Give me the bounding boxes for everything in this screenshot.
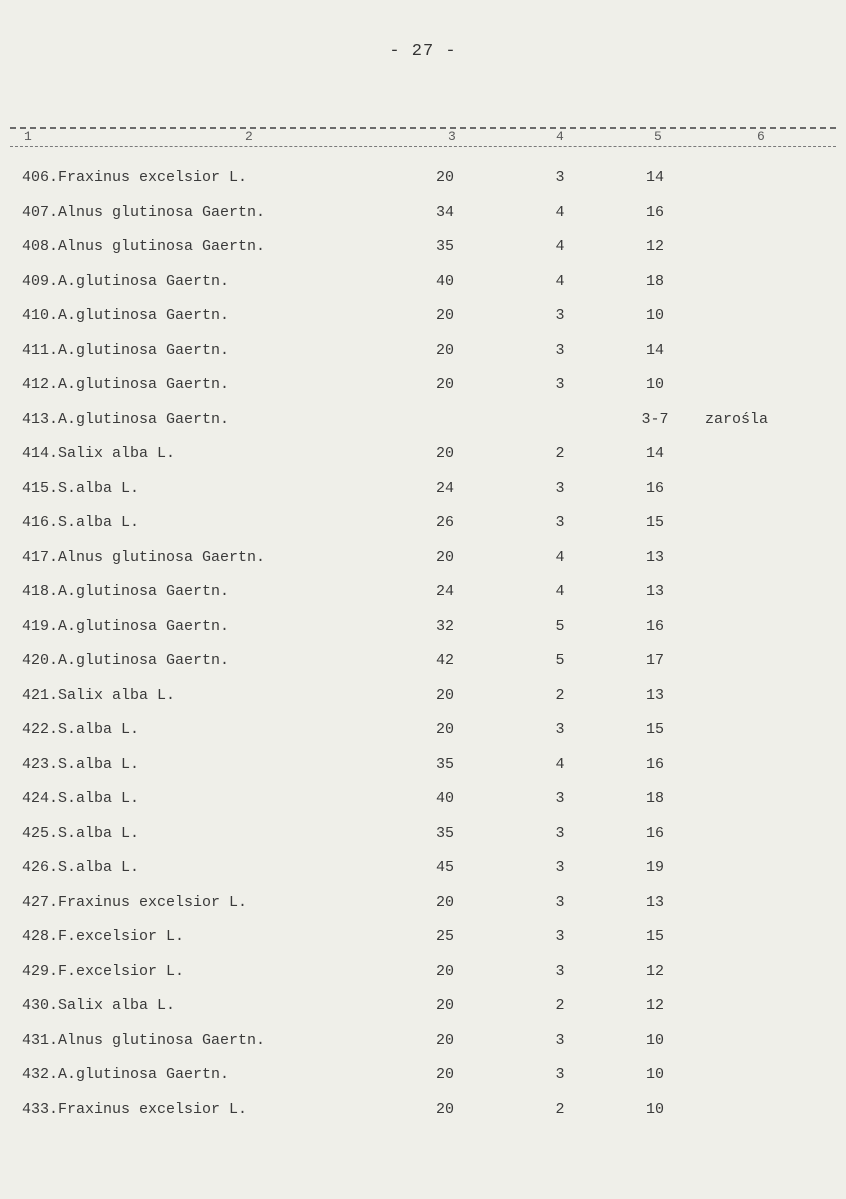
species-cell: 419.A.glutinosa Gaertn. (22, 617, 230, 635)
column-3-cell: 25 (435, 928, 454, 945)
column-5-cell: 12 (645, 962, 664, 980)
column-3-cell: 35 (435, 238, 454, 255)
species-cell: 418.A.glutinosa Gaertn. (22, 583, 230, 600)
table-row (0, 686, 846, 721)
column-5-cell: 3-7 (641, 410, 669, 428)
column-header-3: 3 (448, 129, 456, 144)
column-3-cell: 20 (435, 686, 454, 704)
species-cell: 420.A.glutinosa Gaertn. (22, 652, 230, 669)
species-cell: 414.Salix alba L. (22, 445, 176, 462)
species-cell: 417.Alnus glutinosa Gaertn. (22, 548, 266, 566)
species-cell: 425.S.alba L. (22, 824, 140, 842)
table-row (0, 720, 846, 755)
column-4-cell: 2 (555, 445, 565, 462)
table-row (0, 651, 846, 686)
column-3-cell: 20 (435, 1066, 454, 1083)
column-5-cell: 13 (645, 893, 664, 911)
column-3-cell: 32 (435, 617, 454, 635)
table-row (0, 755, 846, 790)
table-row (0, 582, 846, 617)
column-4-cell: 3 (555, 169, 565, 186)
column-5-cell: 14 (645, 341, 664, 359)
column-4-cell: 4 (555, 272, 565, 290)
column-5-cell: 17 (645, 652, 664, 669)
species-cell: 432.A.glutinosa Gaertn. (22, 1066, 230, 1083)
species-cell: 411.A.glutinosa Gaertn. (22, 341, 230, 359)
column-5-cell: 10 (645, 1066, 664, 1083)
column-5-cell: 13 (645, 686, 664, 704)
column-4-cell: 5 (555, 652, 565, 669)
species-cell: 421.Salix alba L. (22, 686, 176, 704)
column-3-cell: 40 (435, 272, 454, 290)
column-5-cell: 16 (645, 617, 664, 635)
column-5-cell: 14 (645, 445, 664, 462)
column-3-cell: 20 (435, 169, 454, 186)
column-5-cell: 16 (645, 479, 664, 497)
column-header-6: 6 (757, 129, 765, 144)
species-cell: 407.Alnus glutinosa Gaertn. (22, 203, 266, 221)
column-4-cell: 3 (555, 893, 565, 911)
column-5-cell: 14 (645, 169, 664, 186)
column-5-cell: 10 (645, 1031, 664, 1049)
column-3-cell: 24 (435, 583, 454, 600)
column-3-cell: 35 (435, 824, 454, 842)
table-header-rule (10, 146, 836, 147)
column-5-cell: 12 (645, 997, 664, 1014)
column-5-cell: 10 (645, 307, 664, 324)
column-3-cell: 24 (435, 479, 454, 497)
species-cell: 433.Fraxinus excelsior L. (22, 1100, 248, 1118)
table-row (0, 513, 846, 548)
table-row (0, 444, 846, 479)
table-header-row (0, 127, 846, 147)
table-row (0, 1065, 846, 1100)
column-4-cell: 3 (555, 514, 565, 531)
table-row (0, 927, 846, 962)
column-3-cell: 20 (435, 376, 454, 393)
column-4-cell: 2 (555, 1100, 565, 1118)
column-4-cell: 2 (555, 997, 565, 1014)
table-body (0, 168, 846, 1134)
column-3-cell: 20 (435, 1031, 454, 1049)
column-4-cell: 3 (555, 790, 565, 807)
column-4-cell: 3 (555, 341, 565, 359)
column-5-cell: 16 (645, 755, 664, 773)
column-5-cell: 12 (645, 238, 664, 255)
column-5-cell: 18 (645, 790, 664, 807)
species-cell: 406.Fraxinus excelsior L. (22, 169, 248, 186)
table-row (0, 410, 846, 445)
column-3-cell: 20 (435, 962, 454, 980)
column-4-cell: 3 (555, 1031, 565, 1049)
column-header-2: 2 (245, 129, 253, 144)
column-header-5: 5 (654, 129, 662, 144)
column-3-cell: 40 (435, 790, 454, 807)
species-cell: 412.A.glutinosa Gaertn. (22, 376, 230, 393)
species-cell: 424.S.alba L. (22, 790, 140, 807)
column-header-1: 1 (24, 129, 32, 144)
species-cell: 410.A.glutinosa Gaertn. (22, 307, 230, 324)
species-cell: 413.A.glutinosa Gaertn. (22, 410, 230, 428)
column-3-cell: 20 (435, 307, 454, 324)
column-5-cell: 10 (645, 376, 664, 393)
column-4-cell: 3 (555, 859, 565, 876)
column-3-cell: 45 (435, 859, 454, 876)
column-5-cell: 19 (645, 859, 664, 876)
species-cell: 422.S.alba L. (22, 721, 140, 738)
column-4-cell: 2 (555, 686, 565, 704)
column-6-cell: zarośla (705, 410, 769, 428)
species-cell: 409.A.glutinosa Gaertn. (22, 272, 230, 290)
column-3-cell: 20 (435, 893, 454, 911)
column-3-cell: 42 (435, 652, 454, 669)
table-row (0, 272, 846, 307)
column-4-cell: 3 (555, 479, 565, 497)
table-row (0, 824, 846, 859)
column-5-cell: 15 (645, 721, 664, 738)
column-4-cell: 4 (555, 203, 565, 221)
column-3-cell: 20 (435, 721, 454, 738)
table-row (0, 962, 846, 997)
column-4-cell: 3 (555, 376, 565, 393)
column-4-cell: 4 (555, 238, 565, 255)
species-cell: 430.Salix alba L. (22, 997, 176, 1014)
column-3-cell: 26 (435, 514, 454, 531)
table-row (0, 375, 846, 410)
column-3-cell: 20 (435, 997, 454, 1014)
table-row (0, 341, 846, 376)
species-cell: 428.F.excelsior L. (22, 928, 185, 945)
column-4-cell: 3 (555, 307, 565, 324)
table-row (0, 617, 846, 652)
column-5-cell: 18 (645, 272, 664, 290)
column-5-cell: 16 (645, 203, 664, 221)
column-5-cell: 15 (645, 514, 664, 531)
table-row (0, 1100, 846, 1135)
table-row (0, 479, 846, 514)
column-header-4: 4 (556, 129, 564, 144)
table-row (0, 237, 846, 272)
table-row (0, 893, 846, 928)
column-5-cell: 16 (645, 824, 664, 842)
column-3-cell: 35 (435, 755, 454, 773)
column-3-cell: 20 (435, 1100, 454, 1118)
column-4-cell: 3 (555, 1066, 565, 1083)
column-3-cell: 20 (435, 341, 454, 359)
page-number: - 27 - (389, 42, 457, 61)
column-4-cell: 3 (555, 721, 565, 738)
table-row (0, 306, 846, 341)
species-cell: 423.S.alba L. (22, 755, 140, 773)
species-cell: 426.S.alba L. (22, 859, 140, 876)
species-cell: 415.S.alba L. (22, 479, 140, 497)
species-cell: 416.S.alba L. (22, 514, 140, 531)
species-cell: 431.Alnus glutinosa Gaertn. (22, 1031, 266, 1049)
column-3-cell: 20 (435, 548, 454, 566)
table-row (0, 1031, 846, 1066)
table-row (0, 203, 846, 238)
column-5-cell: 15 (645, 928, 664, 945)
table-row (0, 858, 846, 893)
table-row (0, 168, 846, 203)
species-cell: 427.Fraxinus excelsior L. (22, 893, 248, 911)
column-3-cell: 34 (435, 203, 454, 221)
column-4-cell: 3 (555, 824, 565, 842)
column-5-cell: 13 (645, 583, 664, 600)
column-4-cell: 5 (555, 617, 565, 635)
species-cell: 429.F.excelsior L. (22, 962, 185, 980)
column-4-cell: 4 (555, 548, 565, 566)
column-4-cell: 3 (555, 962, 565, 980)
table-row (0, 996, 846, 1031)
column-4-cell: 4 (555, 583, 565, 600)
species-cell: 408.Alnus glutinosa Gaertn. (22, 238, 266, 255)
column-5-cell: 13 (645, 548, 664, 566)
table-row (0, 548, 846, 583)
column-4-cell: 3 (555, 928, 565, 945)
table-row (0, 789, 846, 824)
column-4-cell: 4 (555, 755, 565, 773)
column-3-cell: 20 (435, 445, 454, 462)
column-5-cell: 10 (645, 1100, 664, 1118)
